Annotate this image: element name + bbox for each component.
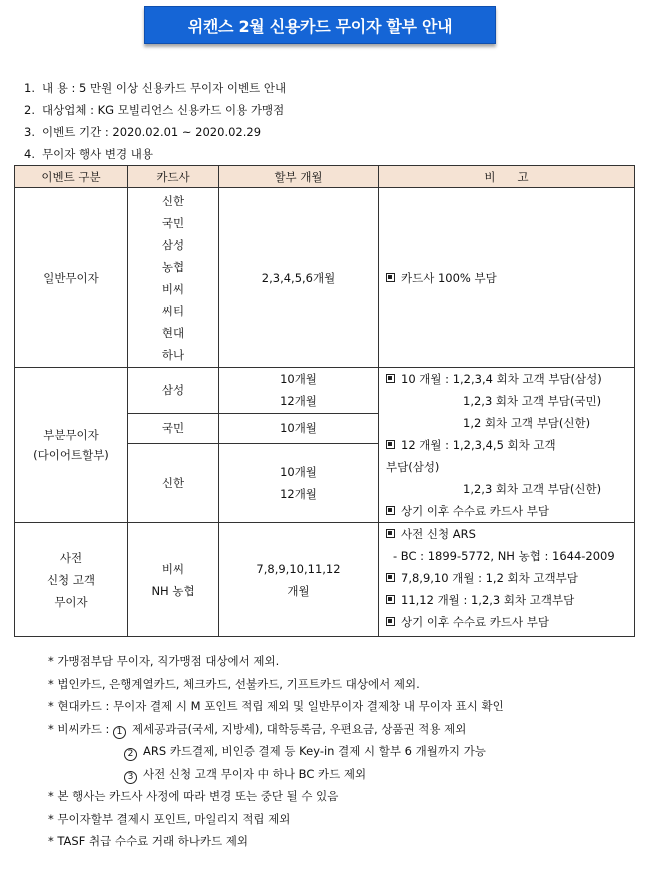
square-bullet-icon (386, 374, 395, 383)
remark-line (379, 589, 634, 611)
month-value: 12개월 (280, 486, 317, 501)
table-row-advance (15, 523, 635, 637)
months-shinhan (219, 443, 379, 522)
card-name: 비씨 (161, 281, 185, 296)
card-name: 국민 (161, 215, 185, 230)
months-general: 2,3,4,5,6개월 (219, 188, 379, 368)
intro-number: 3. (24, 125, 35, 139)
remark-line (379, 567, 634, 589)
month-value: 개월 (287, 583, 310, 598)
event-type-advance (15, 523, 128, 637)
square-bullet-icon (386, 273, 395, 282)
header-card-company: 카드사 (128, 166, 219, 188)
table-row-general (15, 188, 635, 368)
card-kookmin: 국민 (128, 413, 219, 443)
card-samsung: 삼성 (128, 368, 219, 414)
months-samsung (219, 368, 379, 414)
remarks-general (379, 188, 635, 368)
card-name: 하나 (161, 347, 185, 362)
circled-number-icon: 3 (124, 771, 137, 784)
card-name: 비씨 (161, 561, 185, 576)
footnote-text: 제세공과금(국세, 지방세), 대학등록금, 우편요금, 상품권 적용 제외 (132, 721, 467, 736)
square-bullet-icon (386, 529, 395, 538)
card-name: 삼성 (161, 237, 185, 252)
intro-text: 대상업체 : KG 모빌리언스 신용카드 이용 가맹점 (42, 103, 285, 117)
intro-number: 4. (24, 147, 35, 161)
event-type-label: 신청 고객 (46, 572, 96, 587)
remark-text: 사전 신청 ARS (401, 527, 476, 541)
intro-text: 내 용 : 5 만원 이상 신용카드 무이자 이벤트 안내 (42, 81, 287, 95)
page-title: 위캔스 2월 신용카드 무이자 할부 안내 (144, 6, 496, 44)
remark-text: 카드사 100% 부담 (401, 270, 497, 285)
footnotes (48, 650, 638, 853)
remark-line (379, 267, 634, 289)
card-list-general (128, 188, 219, 368)
footnote-text: ARS 카드결제, 비인증 결제 등 Key-in 결제 시 할부 6 개월까지 가능 (143, 744, 486, 758)
remark-text: - BC : 1899-5772, NH 농협 : 1644-2009 (393, 549, 615, 563)
square-bullet-icon (386, 595, 395, 604)
intro-list (24, 77, 624, 165)
remark-text: 부담(삼성) (386, 460, 440, 474)
card-list-advance (128, 523, 219, 637)
remark-text: 1,2 회차 고객 부담(신한) (463, 416, 591, 430)
remark-line (379, 500, 634, 522)
footnote: * 법인카드, 은행계열카드, 체크카드, 선불카드, 기프트카드 대상에서 제외. (48, 676, 420, 691)
intro-text: 이벤트 기간 : 2020.02.01 ~ 2020.02.29 (42, 125, 262, 139)
remark-line (379, 545, 634, 567)
square-bullet-icon (386, 506, 395, 515)
months-advance (219, 523, 379, 637)
remark-line (379, 412, 634, 434)
circled-number-icon: 2 (124, 748, 137, 761)
header-installment-months: 할부 개월 (219, 166, 379, 188)
month-value: 10개월 (280, 464, 317, 479)
remark-line (379, 611, 634, 633)
card-name: 현대 (161, 325, 185, 340)
remarks-partial (379, 368, 635, 523)
intro-item (24, 99, 624, 121)
card-name: 농협 (161, 259, 185, 274)
table-header-row (15, 166, 635, 188)
month-value: 12개월 (280, 394, 317, 409)
footnote-prefix: * 비씨카드 : (48, 721, 110, 736)
remark-line (379, 523, 634, 545)
footnote-bc (48, 718, 638, 741)
intro-item (24, 77, 624, 99)
footnote-text: 사전 신청 고객 무이자 中 하나 BC 카드 제외 (143, 766, 367, 781)
remark-text: 상기 이후 수수료 카드사 부담 (401, 504, 549, 518)
intro-number: 1. (24, 81, 35, 95)
card-name: NH 농협 (151, 583, 195, 598)
footnote: * TASF 취급 수수료 거래 하나카드 제외 (48, 834, 249, 848)
footnote: * 무이자할부 결제시 포인트, 마일리지 적립 제외 (48, 811, 291, 826)
remark-text: 1,2,3 회차 고객 부담(신한) (463, 482, 602, 496)
remark-line (379, 478, 634, 500)
footnote-bc-item (48, 740, 638, 763)
event-type-label: 부분무이자 (43, 428, 99, 442)
intro-number: 2. (24, 103, 35, 117)
months-kookmin: 10개월 (219, 413, 379, 443)
intro-text: 무이자 행사 변경 내용 (42, 147, 153, 161)
month-value: 10개월 (280, 372, 317, 387)
card-name: 신한 (161, 193, 185, 208)
square-bullet-icon (386, 573, 395, 582)
remarks-advance (379, 523, 635, 637)
remark-text: 7,8,9,10 개월 : 1,2 회차 고객부담 (401, 571, 578, 585)
remark-line (379, 368, 634, 390)
remark-text: 11,12 개월 : 1,2,3 회차 고객부담 (401, 593, 575, 607)
remark-text: 10 개월 : 1,2,3,4 회차 고객 부담(삼성) (401, 372, 602, 386)
intro-item (24, 121, 624, 143)
footnote: * 가맹점부담 무이자, 직가맹점 대상에서 제외. (48, 654, 280, 668)
event-type-partial (15, 368, 128, 523)
remark-text: 상기 이후 수수료 카드사 부담 (401, 615, 549, 629)
square-bullet-icon (386, 440, 395, 449)
event-type-label: 사전 (59, 550, 83, 565)
intro-item (24, 143, 624, 165)
event-type-general: 일반무이자 (15, 188, 128, 368)
remark-text: 12 개월 : 1,2,3,4,5 회차 고객 (401, 438, 556, 452)
footnote-bc-item (48, 763, 638, 786)
event-type-label: 무이자 (54, 594, 88, 609)
square-bullet-icon (386, 617, 395, 626)
table-row-partial-samsung (15, 368, 635, 414)
remark-line (379, 456, 634, 478)
footnote: * 현대카드 : 무이자 결제 시 M 포인트 적립 제외 및 일반무이자 결제창 내 무이자 표시 확인 (48, 699, 504, 713)
circled-number-icon: 1 (113, 726, 126, 739)
footnote: * 본 행사는 카드사 사정에 따라 변경 또는 중단 될 수 있음 (48, 789, 339, 803)
header-event-type: 이벤트 구분 (15, 166, 128, 188)
remark-line (379, 390, 634, 412)
event-table (14, 165, 635, 637)
header-remarks: 비 고 (379, 166, 635, 188)
event-type-sublabel: (다이어트할부) (33, 448, 109, 462)
remark-text: 1,2,3 회차 고객 부담(국민) (463, 394, 602, 408)
card-name: 씨티 (161, 303, 185, 318)
month-value: 7,8,9,10,11,12 (256, 561, 341, 576)
remark-line (379, 434, 634, 456)
card-shinhan: 신한 (128, 443, 219, 522)
